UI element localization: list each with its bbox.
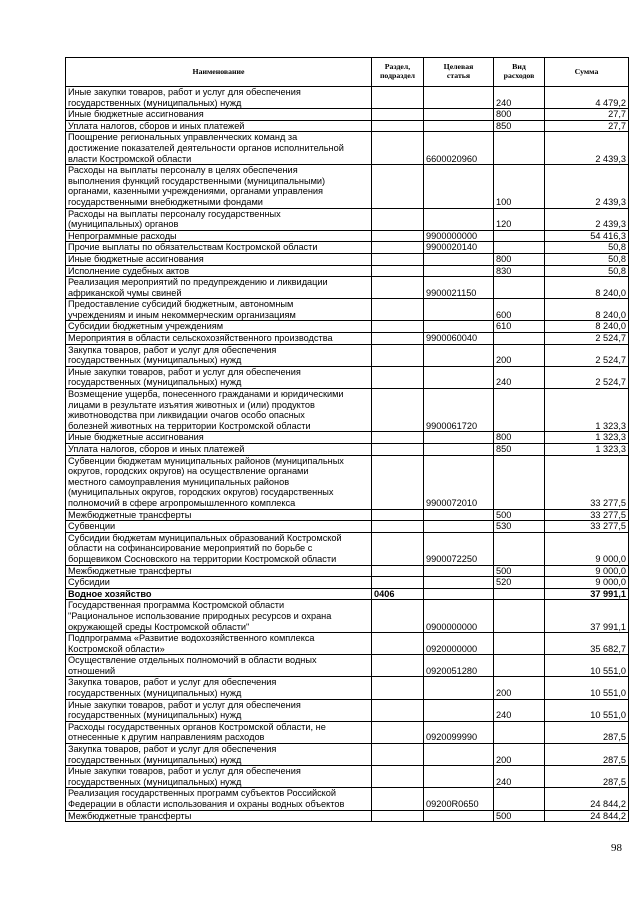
row-section [372,265,424,277]
row-name: Расходы государственных органов Костромской области, не отнесенные к другим направлениям расходов [66,721,372,743]
row-target [424,810,494,822]
row-section [372,230,424,242]
row-name: Возмещение ущерба, понесенного гражданами и юридическими лицами в результате изъятия животных и (или) продуктов животноводства при ликвидации очагов особо опасных болезней животных на территории Костромской области [66,389,372,432]
row-target [424,432,494,444]
row-name: Закупка товаров, работ и услуг для обеспечения государственных (муниципальных) нужд [66,677,372,699]
table-row [66,132,629,165]
row-amount: 24 844,2 [545,788,629,810]
table-row [66,744,629,766]
table-row [66,677,629,699]
row-target: 9900072010 [424,455,494,509]
row-target: 9900072250 [424,532,494,565]
row-name: Иные бюджетные ассигнования [66,432,372,444]
row-section [372,444,424,456]
row-name: Субсидии [66,577,372,589]
row-section [372,677,424,699]
row-amount: 2 524,7 [545,333,629,345]
row-target [424,321,494,333]
row-type: 500 [494,565,545,577]
row-amount: 35 682,7 [545,633,629,655]
row-target: 9900021150 [424,277,494,299]
row-target [424,509,494,521]
row-amount: 4 479,2 [545,87,629,109]
row-target: 9900060040 [424,333,494,345]
row-type: 200 [494,744,545,766]
row-target [424,165,494,208]
table-row [66,432,629,444]
row-amount: 287,5 [545,766,629,788]
table-row [66,242,629,254]
row-name: Иные закупки товаров, работ и услуг для обеспечения государственных (муниципальных) нужд [66,699,372,721]
row-section [372,87,424,109]
row-type: 800 [494,109,545,121]
table-row [66,810,629,822]
row-amount: 33 277,5 [545,455,629,509]
table-row [66,389,629,432]
row-amount: 10 551,0 [545,677,629,699]
budget-table [65,57,629,822]
table-row [66,788,629,810]
row-name: Субвенции бюджетам муниципальных районов (муниципальных округов, городских округов) на осуществление органами местного самоуправления муниципальных районов (муниципальных округов, городских округов) государственных полномочий в сфере агропромышленного комплекса [66,455,372,509]
row-name: Иные бюджетные ассигнования [66,109,372,121]
row-target: 0920000000 [424,633,494,655]
row-name: Иные закупки товаров, работ и услуг для обеспечения государственных (муниципальных) нужд [66,366,372,388]
row-name: Закупка товаров, работ и услуг для обеспечения государственных (муниципальных) нужд [66,344,372,366]
row-name: Поощрение региональных управленческих команд за достижение показателей деятельности органов исполнительной власти Костромской области [66,132,372,165]
row-amount: 8 240,0 [545,299,629,321]
row-section [372,699,424,721]
row-name: Межбюджетные трансферты [66,565,372,577]
page-number: 98 [611,842,622,854]
table-row [66,299,629,321]
row-target: 09200R0650 [424,788,494,810]
row-amount: 287,5 [545,744,629,766]
header-target: Целевая статья [424,58,494,87]
row-section [372,565,424,577]
table-row [66,509,629,521]
row-name: Мероприятия в области сельскохозяйственного производства [66,333,372,345]
row-amount: 37 991,1 [545,588,629,600]
row-amount: 10 551,0 [545,699,629,721]
row-type: 500 [494,810,545,822]
row-section [372,120,424,132]
row-section [372,810,424,822]
table-body [66,87,629,822]
row-name: Иные закупки товаров, работ и услуг для обеспечения государственных (муниципальных) нужд [66,87,372,109]
row-name: Расходы на выплаты персоналу в целях обеспечения выполнения функций государственными (муниципальными) органами, казенными учреждениями, органами управления государственными внебюджетными фондами [66,165,372,208]
row-name: Подпрограмма «Развитие водохозяйственного комплекса Костромской области» [66,633,372,655]
table-row [66,565,629,577]
row-name: Государственная программа Костромской области "Рациональное использование природных ресурсов и охрана окружающей среды Костромской области" [66,600,372,633]
table-row [66,588,629,600]
row-type: 850 [494,120,545,132]
row-section [372,655,424,677]
row-section [372,721,424,743]
table-row [66,109,629,121]
header-type: Вид расходов [494,58,545,87]
row-amount: 33 277,5 [545,509,629,521]
row-section [372,577,424,589]
row-target [424,565,494,577]
row-name: Реализация мероприятий по предупреждению и ликвидации африканской чумы свиней [66,277,372,299]
table-row [66,333,629,345]
row-target [424,344,494,366]
row-amount: 1 323,3 [545,389,629,432]
row-section [372,165,424,208]
row-type [494,132,545,165]
table-row [66,230,629,242]
row-type: 520 [494,577,545,589]
row-section [372,766,424,788]
row-section [372,788,424,810]
row-name: Межбюджетные трансферты [66,810,372,822]
row-amount: 2 524,7 [545,344,629,366]
row-amount: 24 844,2 [545,810,629,822]
row-name: Реализация государственных программ субъектов Российской Федерации в области использования и охраны водных объектов [66,788,372,810]
row-section [372,344,424,366]
row-type [494,230,545,242]
table-row [66,577,629,589]
table-row [66,444,629,456]
row-type: 200 [494,677,545,699]
row-target [424,699,494,721]
row-target [424,366,494,388]
row-target [424,588,494,600]
row-target [424,521,494,533]
row-type: 830 [494,265,545,277]
row-amount: 1 323,3 [545,432,629,444]
row-name: Субсидии бюджетам муниципальных образований Костромской области на софинансирование мероприятий по борьбе с борщевиком Сосновского на территории Костромской области [66,532,372,565]
row-target: 9900000000 [424,230,494,242]
row-amount: 37 991,1 [545,600,629,633]
table-row [66,366,629,388]
row-type: 120 [494,208,545,230]
row-type: 800 [494,432,545,444]
row-type: 240 [494,87,545,109]
row-target: 9900020140 [424,242,494,254]
row-type [494,532,545,565]
row-target [424,208,494,230]
row-amount: 8 240,0 [545,321,629,333]
row-name: Иные закупки товаров, работ и услуг для обеспечения государственных (муниципальных) нужд [66,766,372,788]
row-name: Водное хозяйство [66,588,372,600]
row-amount: 9 000,0 [545,532,629,565]
row-type: 530 [494,521,545,533]
table-row [66,655,629,677]
row-amount: 10 551,0 [545,655,629,677]
row-amount: 9 000,0 [545,577,629,589]
row-name: Непрограммные расходы [66,230,372,242]
header-section: Раздел, подраздел [372,58,424,87]
row-target [424,87,494,109]
table-row [66,766,629,788]
table-row [66,521,629,533]
row-type [494,600,545,633]
row-target [424,766,494,788]
table-row [66,699,629,721]
row-amount: 50,8 [545,265,629,277]
row-amount: 33 277,5 [545,521,629,533]
row-type [494,633,545,655]
row-type: 200 [494,344,545,366]
row-section [372,600,424,633]
row-target [424,299,494,321]
row-section [372,109,424,121]
row-section [372,432,424,444]
table-row [66,120,629,132]
row-type: 610 [494,321,545,333]
table-row [66,600,629,633]
row-amount: 27,7 [545,120,629,132]
row-section [372,321,424,333]
row-section [372,455,424,509]
table-row [66,165,629,208]
row-name: Расходы на выплаты персоналу государственных (муниципальных) органов [66,208,372,230]
row-type: 240 [494,699,545,721]
row-name: Иные бюджетные ассигнования [66,253,372,265]
row-section [372,333,424,345]
row-amount: 9 000,0 [545,565,629,577]
row-type: 800 [494,253,545,265]
row-amount: 27,7 [545,109,629,121]
table-row [66,87,629,109]
row-section [372,521,424,533]
row-type: 600 [494,299,545,321]
row-target: 0900000000 [424,600,494,633]
row-name: Закупка товаров, работ и услуг для обеспечения государственных (муниципальных) нужд [66,744,372,766]
row-section [372,509,424,521]
row-section [372,744,424,766]
row-amount: 1 323,3 [545,444,629,456]
row-section [372,366,424,388]
row-type [494,333,545,345]
row-name: Субсидии бюджетным учреждениям [66,321,372,333]
row-type: 240 [494,766,545,788]
row-target [424,577,494,589]
row-name: Уплата налогов, сборов и иных платежей [66,444,372,456]
row-amount: 2 439,3 [545,132,629,165]
row-target: 6600020960 [424,132,494,165]
row-name: Уплата налогов, сборов и иных платежей [66,120,372,132]
header-amount: Сумма [545,58,629,87]
table-row [66,455,629,509]
row-target [424,744,494,766]
row-type [494,455,545,509]
row-type: 100 [494,165,545,208]
row-section [372,532,424,565]
row-target: 0920051280 [424,655,494,677]
row-type: 240 [494,366,545,388]
table-header-row [66,58,629,87]
row-name: Исполнение судебных актов [66,265,372,277]
row-section [372,299,424,321]
row-amount: 2 524,7 [545,366,629,388]
row-type [494,242,545,254]
row-target [424,120,494,132]
row-type [494,588,545,600]
table-row [66,344,629,366]
row-name: Межбюджетные трансферты [66,509,372,521]
row-section [372,253,424,265]
row-name: Прочие выплаты по обязательствам Костромской области [66,242,372,254]
table-row [66,721,629,743]
table-row [66,208,629,230]
row-amount: 54 416,3 [545,230,629,242]
row-section [372,208,424,230]
row-target: 0920099990 [424,721,494,743]
row-target: 9900061720 [424,389,494,432]
row-type: 850 [494,444,545,456]
row-section [372,633,424,655]
row-amount: 50,8 [545,253,629,265]
row-type: 500 [494,509,545,521]
table-row [66,253,629,265]
row-target [424,444,494,456]
table-row [66,321,629,333]
row-target [424,677,494,699]
row-section [372,389,424,432]
row-target [424,265,494,277]
row-name: Осуществление отдельных полномочий в области водных отношений [66,655,372,677]
row-type [494,655,545,677]
row-name: Субвенции [66,521,372,533]
header-name: Наименование [66,58,372,87]
row-type [494,721,545,743]
row-amount: 2 439,3 [545,208,629,230]
table-row [66,265,629,277]
row-type [494,277,545,299]
row-amount: 50,8 [545,242,629,254]
row-section [372,277,424,299]
row-amount: 2 439,3 [545,165,629,208]
table-row [66,532,629,565]
row-section [372,132,424,165]
row-section: 0406 [372,588,424,600]
table-row [66,633,629,655]
row-amount: 287,5 [545,721,629,743]
row-amount: 8 240,0 [545,277,629,299]
row-name: Предоставление субсидий бюджетным, автономным учреждениям и иным некоммерческим организациям [66,299,372,321]
row-type [494,788,545,810]
row-type [494,389,545,432]
table-row [66,277,629,299]
row-target [424,109,494,121]
row-target [424,253,494,265]
row-section [372,242,424,254]
